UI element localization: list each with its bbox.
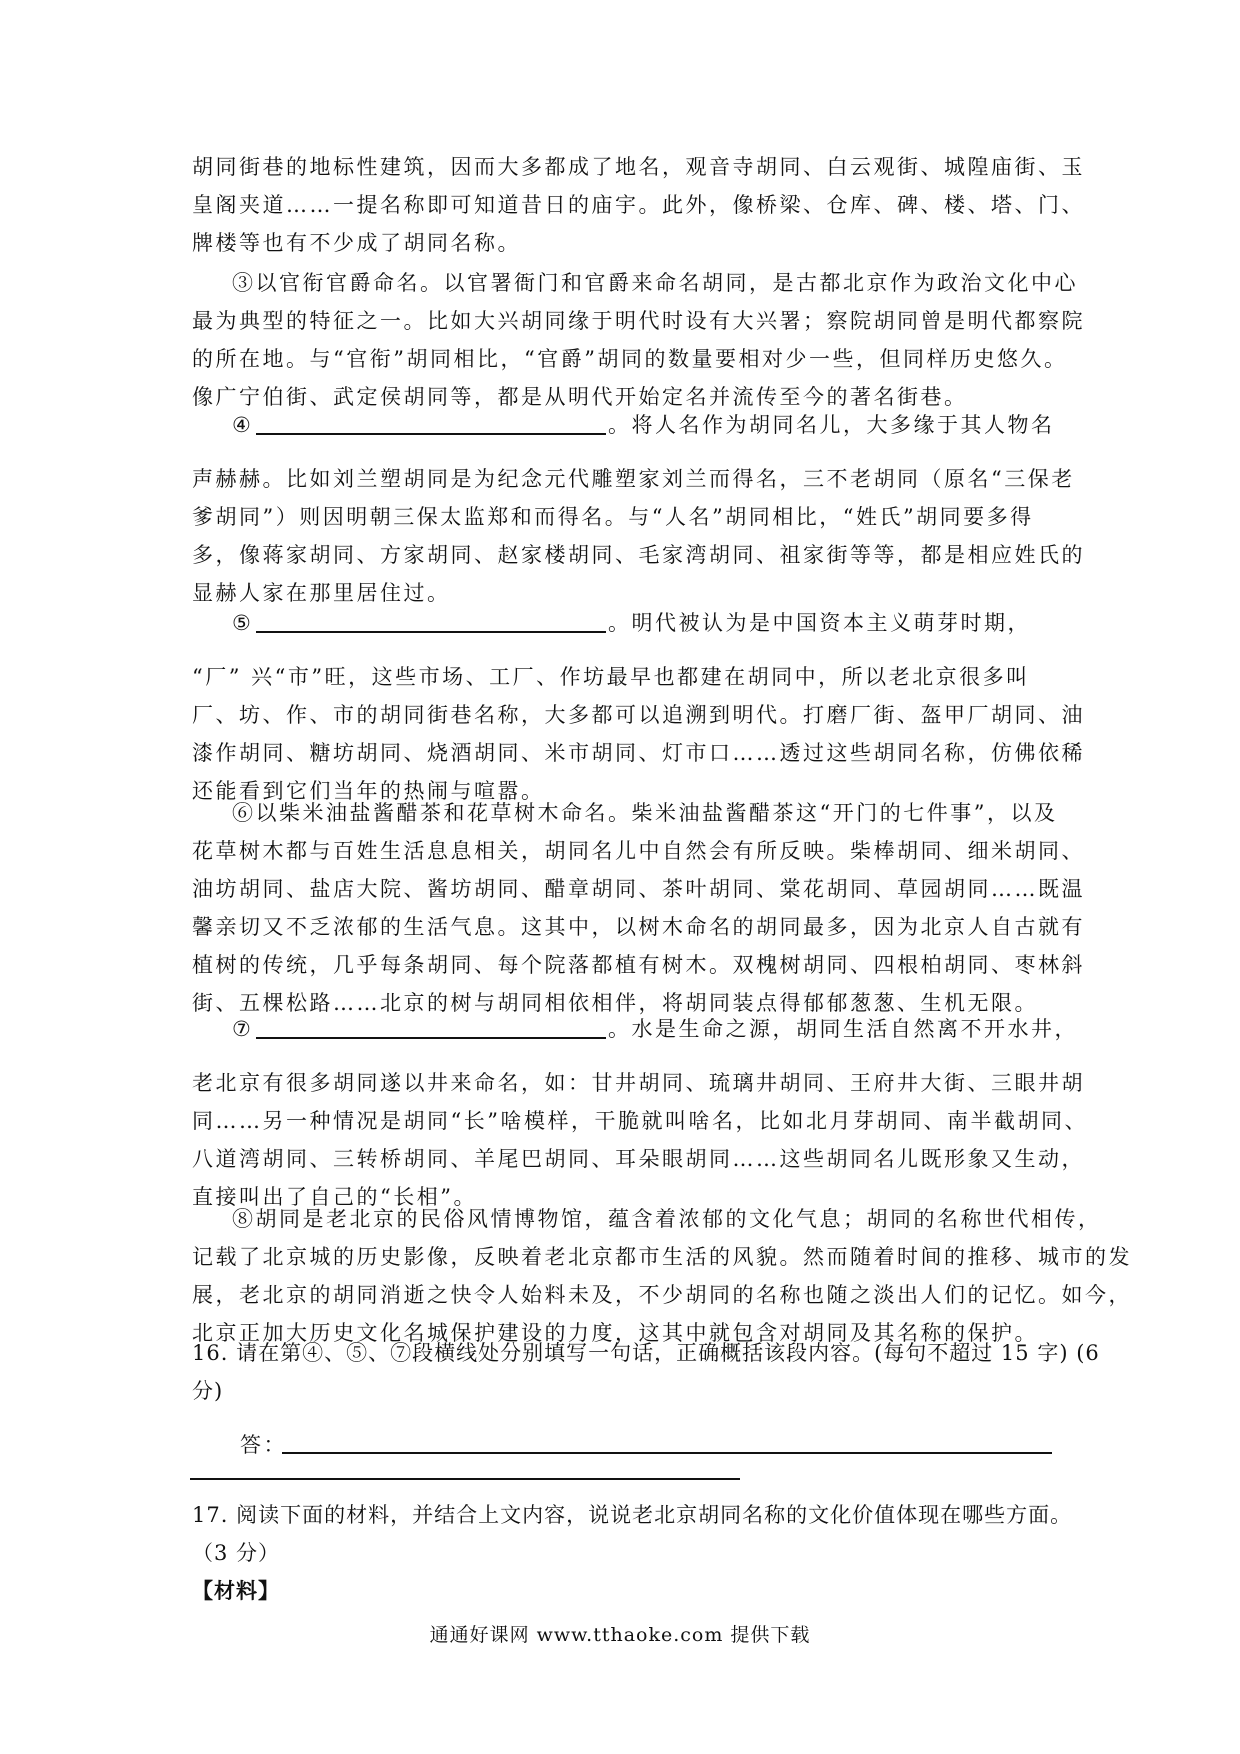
page-footer: 通通好课网 www.tthaoke.com 提供下载 <box>429 1624 811 1646</box>
para-7-number: ⑦ <box>232 1017 254 1041</box>
para-5-blank[interactable] <box>256 631 606 633</box>
paragraph-continued <box>192 148 1085 262</box>
para-4-number: ④ <box>232 413 254 437</box>
text-line: 牌楼等也有不少成了胡同名称。 <box>192 231 521 255</box>
paragraph-7 <box>192 1064 1088 1216</box>
text-line: 最为典型的特征之一。比如大兴胡同缘于明代时设有大兴署；察院胡同曾是明代都察院 <box>192 309 1085 333</box>
paragraph-8 <box>192 1200 1132 1352</box>
text-line: ⑥以柴米油盐酱醋茶和花草树木命名。柴米油盐酱醋茶这“开门的七件事”，以及 <box>232 801 1058 825</box>
text-line: 植树的传统，几乎每条胡同、每个院落都植有树木。双槐树胡同、四根柏胡同、枣林斜 <box>192 953 1085 977</box>
question-16-text-cont: 分) <box>192 1379 224 1403</box>
para-7-tail: 。水是生命之源，胡同生活自然离不开水井， <box>608 1017 1078 1041</box>
text-line: 油坊胡同、盐店大院、酱坊胡同、醋章胡同、茶叶胡同、棠花胡同、草园胡同……既温 <box>192 877 1085 901</box>
para-4-blank[interactable] <box>256 433 606 435</box>
text-line: 记载了北京城的历史影像，反映着老北京都市生活的风貌。然而随着时间的推移、城市的发 <box>192 1245 1132 1269</box>
text-line: 老北京有很多胡同遂以井来命名，如：甘井胡同、琉璃井胡同、王府井大街、三眼井胡 <box>192 1071 1085 1095</box>
material-heading: 【材料】 <box>192 1578 280 1603</box>
text-line: “厂” 兴“市”旺，这些市场、工厂、作坊最早也都建在胡同中，所以老北京很多叫 <box>192 665 1030 689</box>
paragraph-6 <box>192 794 1085 1022</box>
text-line: ⑧胡同是老北京的民俗风情博物馆，蕴含着浓郁的文化气息；胡同的名称世代相传， <box>232 1207 1102 1231</box>
question-17-points: （3 分） <box>192 1541 281 1565</box>
text-line: 直接叫出了自己的“长相”。 <box>192 1185 477 1209</box>
text-line: 的所在地。与“官衔”胡同相比，“官爵”胡同的数量要相对少一些，但同样历史悠久。 <box>192 347 1068 371</box>
text-line: 八道湾胡同、三转桥胡同、羊尾巴胡同、耳朵眼胡同……这些胡同名儿既形象又生动， <box>192 1147 1085 1171</box>
paragraph-4 <box>192 460 1085 612</box>
text-line: 馨亲切又不乏浓郁的生活气息。这其中，以树木命名的胡同最多，因为北京人自古就有 <box>192 915 1085 939</box>
question-17-text: 17. 阅读下面的材料，并结合上文内容，说说老北京胡同名称的文化价值体现在哪些方面。 <box>192 1503 1073 1527</box>
separator-line <box>190 1478 740 1480</box>
text-line: 胡同街巷的地标性建筑，因而大多都成了地名，观音寺胡同、白云观街、城隍庙街、玉 <box>192 155 1085 179</box>
text-line: 展，老北京的胡同消逝之快令人始料未及，不少胡同的名称也随之淡出人们的记忆。如今， <box>192 1283 1132 1307</box>
text-line: 花草树木都与百姓生活息息相关，胡同名儿中自然会有所反映。柴棒胡同、细米胡同、 <box>192 839 1085 863</box>
text-line: 街、五棵松路……北京的树与胡同相依相伴，将胡同装点得郁郁葱葱、生机无限。 <box>192 991 1038 1015</box>
text-line: 声赫赫。比如刘兰塑胡同是为纪念元代雕塑家刘兰而得名，三不老胡同（原名“三保老 <box>192 467 1075 491</box>
answer-label: 答： <box>240 1433 287 1457</box>
para-5-tail: 。明代被认为是中国资本主义萌芽时期， <box>608 611 1031 635</box>
text-line: 皇阁夹道……一提名称即可知道昔日的庙宇。此外，像桥梁、仓库、碑、楼、塔、门、 <box>192 193 1085 217</box>
text-line: 显赫人家在那里居住过。 <box>192 581 451 605</box>
para-7-blank[interactable] <box>256 1037 606 1039</box>
text-line: 北京正加大历史文化名城保护建设的力度，这其中就包含对胡同及其名称的保护。 <box>192 1321 1038 1345</box>
text-line: 像广宁伯街、武定侯胡同等，都是从明代开始定名并流传至今的著名街巷。 <box>192 385 968 409</box>
text-line: 多，像蒋家胡同、方家胡同、赵家楼胡同、毛家湾胡同、祖家街等等，都是相应姓氏的 <box>192 543 1085 567</box>
text-line: ③以官衔官爵命名。以官署衙门和官爵来命名胡同，是古都北京作为政治文化中心 <box>232 271 1078 295</box>
text-line: 还能看到它们当年的热闹与喧嚣。 <box>192 779 545 803</box>
paragraph-5 <box>192 658 1085 810</box>
question-16-text: 16. 请在第④、⑤、⑦段横线处分别填写一句话，正确概括该段内容。(每句不超过 15 字) (6 <box>192 1341 1100 1365</box>
text-line: 厂、坊、作、市的胡同街巷名称，大多都可以追溯到明代。打磨厂街、盔甲厂胡同、油 <box>192 703 1085 727</box>
paragraph-3 <box>192 264 1085 416</box>
text-line: 爹胡同”）则因明朝三保太监郑和而得名。与“人名”胡同相比，“姓氏”胡同要多得 <box>192 505 1034 529</box>
para-5-number: ⑤ <box>232 611 254 635</box>
answer-blank[interactable] <box>282 1452 1052 1454</box>
text-line: 同……另一种情况是胡同“长”啥模样，干脆就叫啥名，比如北月芽胡同、南半截胡同、 <box>192 1109 1088 1133</box>
text-line: 漆作胡同、糖坊胡同、烧酒胡同、米市胡同、灯市口……透过这些胡同名称，仿佛依稀 <box>192 741 1085 765</box>
para-4-tail: 。将人名作为胡同名儿，大多缘于其人物名 <box>608 413 1055 437</box>
